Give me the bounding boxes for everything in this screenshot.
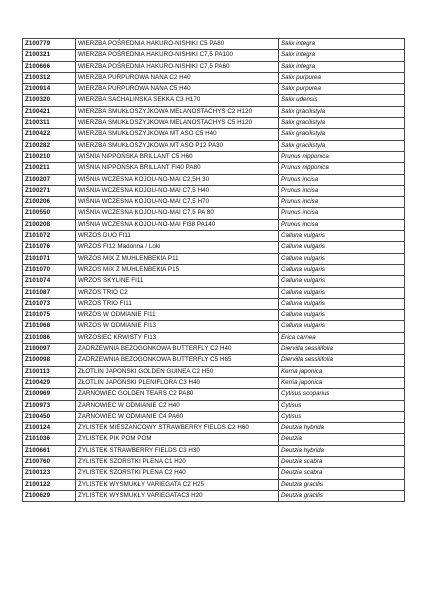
- product-name-cell: WIERZBA SMUKŁOSZYJKOWA MELANOSTACHYS C2 H120: [76, 106, 279, 117]
- table-row: [23, 366, 405, 377]
- table-row: [23, 39, 405, 50]
- table-row: [23, 151, 405, 162]
- table-row: [23, 298, 405, 309]
- table-row: [23, 174, 405, 185]
- table-row: [23, 456, 405, 467]
- product-name-cell: WIŚNIA WCZESNA KOJOU-NO-MAI C7,5 PA 80: [76, 208, 279, 219]
- product-code-cell: Z100312: [23, 72, 76, 83]
- product-code-cell: Z100207: [23, 174, 76, 185]
- latin-name-cell: Deutzia gracilis: [279, 479, 405, 490]
- product-name-cell: WRZOS TRIO FI11: [76, 298, 279, 309]
- table-row: [23, 118, 405, 129]
- latin-name-cell: Erica carnea: [279, 332, 405, 343]
- product-code-cell: Z100421: [23, 106, 76, 117]
- latin-name-cell: Salix gracilistyla: [279, 106, 405, 117]
- table-row: [23, 321, 405, 332]
- product-code-cell: Z101071: [23, 253, 76, 264]
- table-row: [23, 84, 405, 95]
- product-code-cell: Z100097: [23, 344, 76, 355]
- product-code-cell: Z101036: [23, 434, 76, 445]
- product-code-cell: Z101068: [23, 321, 76, 332]
- product-name-cell: ŻYLISTEK WYSMUKŁY VARIEGATA C2 H25: [76, 479, 279, 490]
- product-code-cell: Z101072: [23, 231, 76, 242]
- latin-name-cell: Prunus nipponica: [279, 151, 405, 162]
- product-name-cell: WRZOS MIX Z MUHLENBEKIA P11: [76, 253, 279, 264]
- table-row: [23, 287, 405, 298]
- table-row: [23, 490, 405, 501]
- product-name-cell: WIERZBA SACHALIŃSKA SEKKA C3 H170: [76, 95, 279, 106]
- product-name-cell: WRZOS MIX Z MUHLENBEKIA P15: [76, 264, 279, 275]
- latin-name-cell: Calluna vulgaris: [279, 298, 405, 309]
- product-code-cell: Z100629: [23, 490, 76, 501]
- product-code-cell: Z100973: [23, 400, 76, 411]
- latin-name-cell: Salix integra: [279, 50, 405, 61]
- table-row: [23, 163, 405, 174]
- product-code-cell: Z101075: [23, 310, 76, 321]
- table-row: [23, 61, 405, 72]
- latin-name-cell: Salix udensis: [279, 95, 405, 106]
- product-code-cell: Z100760: [23, 456, 76, 467]
- latin-name-cell: Deutzia scabra: [279, 468, 405, 479]
- product-code-cell: Z101073: [23, 298, 76, 309]
- product-name-cell: ŻYLISTEK STRAWBERRY FIELDS C3 H30: [76, 445, 279, 456]
- table-row: [23, 231, 405, 242]
- product-name-cell: WRZOS DUO FI11: [76, 231, 279, 242]
- latin-name-cell: Deutzia gracilis: [279, 490, 405, 501]
- table-row: [23, 197, 405, 208]
- product-name-cell: WIERZBA POŚREDNIA HAKURO-NISHIKI C7,5 PA100: [76, 50, 279, 61]
- latin-name-cell: Prunus incisa: [279, 208, 405, 219]
- product-name-cell: ŻARNOWIEC GOLDEN TEARS C2 PA80: [76, 389, 279, 400]
- table-row: [23, 129, 405, 140]
- table-row: [23, 50, 405, 61]
- product-name-cell: ŻARNOWIEC W ODMIANIE C2 H40: [76, 400, 279, 411]
- latin-name-cell: Deutzia: [279, 434, 405, 445]
- product-code-cell: Z100914: [23, 84, 76, 95]
- product-code-cell: Z100450: [23, 411, 76, 422]
- product-code-cell: Z100311: [23, 118, 76, 129]
- latin-name-cell: Prunus incisa: [279, 174, 405, 185]
- product-name-cell: ŻYLISTEK SZORSTKI PLENA C1 H20: [76, 456, 279, 467]
- table-row: [23, 411, 405, 422]
- table-row: [23, 106, 405, 117]
- product-name-cell: WRZOS W ODMIANIE FI13: [76, 321, 279, 332]
- table-row: [23, 276, 405, 287]
- product-name-cell: WRZOS W ODMIANIE FI11: [76, 310, 279, 321]
- product-code-cell: Z101070: [23, 264, 76, 275]
- product-name-cell: WIERZBA PURPUROWA NANA C2 H40: [76, 72, 279, 83]
- product-name-cell: WIŚNIA WCZESNA KOJOU-NO-MAI C2,5H 30: [76, 174, 279, 185]
- product-code-cell: Z100208: [23, 219, 76, 230]
- product-name-cell: WRZOS SKYLINE FI11: [76, 276, 279, 287]
- product-code-cell: Z100124: [23, 423, 76, 434]
- table-row: [23, 479, 405, 490]
- latin-name-cell: Salix integra: [279, 61, 405, 72]
- latin-name-cell: Calluna vulgaris: [279, 310, 405, 321]
- latin-name-cell: Calluna vulgaris: [279, 321, 405, 332]
- latin-name-cell: Salix gracilistyla: [279, 140, 405, 151]
- latin-name-cell: Deutzia hybrida: [279, 423, 405, 434]
- product-code-cell: Z100422: [23, 129, 76, 140]
- product-code-cell: Z100321: [23, 50, 76, 61]
- latin-name-cell: Salix integra: [279, 39, 405, 50]
- latin-name-cell: Calluna vulgaris: [279, 287, 405, 298]
- product-code-cell: Z100661: [23, 445, 76, 456]
- product-code-cell: Z101074: [23, 276, 76, 287]
- table-row: [23, 377, 405, 388]
- latin-name-cell: Cytisus: [279, 400, 405, 411]
- product-name-cell: WIŚNIA NIPPOŃSKA BRILLANT C5 H60: [76, 151, 279, 162]
- product-name-cell: ŻYLISTEK SZORSTKI PLENA C2 H40: [76, 468, 279, 479]
- product-name-cell: ZADRZEWNIA BEZOGONKOWA BUTTERFLY C5 H65: [76, 355, 279, 366]
- product-name-cell: WIERZBA SMUKŁOSZYJKOWA MT ASO C5 H40: [76, 129, 279, 140]
- product-code-cell: Z100122: [23, 479, 76, 490]
- table-row: [23, 400, 405, 411]
- table-row: [23, 208, 405, 219]
- product-code-cell: Z101086: [23, 332, 76, 343]
- latin-name-cell: Calluna vulgaris: [279, 242, 405, 253]
- product-name-cell: WIŚNIA NIPPOŃSKA BRILLANT FI40 PA80: [76, 163, 279, 174]
- latin-name-cell: Kerria japonica: [279, 366, 405, 377]
- table-row: [23, 72, 405, 83]
- product-name-cell: WIŚNIA WCZESNA KOJOU-NO-MAI C7,5 H70: [76, 197, 279, 208]
- product-name-cell: ŻYLISTEK PIK POM POM: [76, 434, 279, 445]
- table-row: [23, 185, 405, 196]
- product-code-cell: Z101076: [23, 242, 76, 253]
- product-name-cell: WIERZBA SMUKŁOSZYJKOWA MELANOSTACHYS C5 H120: [76, 118, 279, 129]
- product-code-cell: Z100206: [23, 197, 76, 208]
- product-name-cell: WIERZBA POŚREDNIA HAKURO-NISHIKI C7,5 PA60: [76, 61, 279, 72]
- product-name-cell: WIŚNIA WCZESNA KOJOU-NO-MAI FI38 PA140: [76, 219, 279, 230]
- product-code-cell: Z100123: [23, 468, 76, 479]
- table-row: [23, 344, 405, 355]
- latin-name-cell: Salix purpurea: [279, 72, 405, 83]
- latin-name-cell: Calluna vulgaris: [279, 276, 405, 287]
- product-code-cell: Z100113: [23, 366, 76, 377]
- latin-name-cell: Prunus incisa: [279, 197, 405, 208]
- table-row: [23, 389, 405, 400]
- product-code-cell: Z100779: [23, 39, 76, 50]
- product-code-cell: Z100211: [23, 163, 76, 174]
- product-name-cell: ŻYLISTEK WYSMUKŁY VARIEGATAC3 H20: [76, 490, 279, 501]
- product-name-cell: ZADRZEWNIA BEZOGONKOWA BUTTERFLY C2 H40: [76, 344, 279, 355]
- table-row: [23, 219, 405, 230]
- table-row: [23, 264, 405, 275]
- latin-name-cell: Cytisus scoparius: [279, 389, 405, 400]
- latin-name-cell: Deutzia hybrida: [279, 445, 405, 456]
- product-name-cell: ŻYLISTEK MIESZAŃCOWY STRAWBERRY FIELDS C2 H60: [76, 423, 279, 434]
- table-row: [23, 95, 405, 106]
- latin-name-cell: Prunus incisa: [279, 219, 405, 230]
- product-code-cell: Z100210: [23, 151, 76, 162]
- product-name-cell: WIERZBA SMUKŁOSZYJKOWA MT ASO P12 PA30: [76, 140, 279, 151]
- table-row: [23, 355, 405, 366]
- product-code-cell: Z100429: [23, 377, 76, 388]
- table-row: [23, 253, 405, 264]
- product-code-cell: Z100550: [23, 208, 76, 219]
- product-code-cell: Z100282: [23, 140, 76, 151]
- product-name-cell: WRZOS TRIO C2: [76, 287, 279, 298]
- product-name-cell: ŻARNOWIEC W ODMIANIE C4 PA60: [76, 411, 279, 422]
- table-row: [23, 332, 405, 343]
- latin-name-cell: Salix purpurea: [279, 84, 405, 95]
- product-name-cell: WIERZBA PURPUROWA NANA C5 H40: [76, 84, 279, 95]
- product-name-cell: ZŁOTLIN JAPOŃSKI PLENIFLORA C3 H40: [76, 377, 279, 388]
- table-row: [23, 310, 405, 321]
- latin-name-cell: Prunus nipponica: [279, 163, 405, 174]
- table-row: [23, 242, 405, 253]
- product-name-cell: ZŁOTLIN JAPOŃSKI GOLDEN GUINEA C2 H50: [76, 366, 279, 377]
- latin-name-cell: Calluna vulgaris: [279, 253, 405, 264]
- latin-name-cell: Salix gracilistyla: [279, 118, 405, 129]
- table-row: [23, 140, 405, 151]
- plant-list-table: [22, 38, 405, 502]
- latin-name-cell: Diervilla sessilifolia: [279, 344, 405, 355]
- product-name-cell: WIŚNIA WCZESNA KOJOU-NO-MAI C7,5 H40: [76, 185, 279, 196]
- latin-name-cell: Diervilla sessilifolia: [279, 355, 405, 366]
- table-row: [23, 468, 405, 479]
- latin-name-cell: Prunus incisa: [279, 185, 405, 196]
- table-row: [23, 445, 405, 456]
- latin-name-cell: Kerria japonica: [279, 377, 405, 388]
- product-code-cell: Z101087: [23, 287, 76, 298]
- product-code-cell: Z100271: [23, 185, 76, 196]
- latin-name-cell: Cytisus: [279, 411, 405, 422]
- product-name-cell: WRZOSIEC KRWISTY FI13: [76, 332, 279, 343]
- product-code-cell: Z100666: [23, 61, 76, 72]
- product-code-cell: Z100098: [23, 355, 76, 366]
- product-name-cell: WRZOS FI12 Madonna / Loki: [76, 242, 279, 253]
- latin-name-cell: Calluna vulgaris: [279, 231, 405, 242]
- table-body: [23, 39, 405, 502]
- product-code-cell: Z100320: [23, 95, 76, 106]
- latin-name-cell: Salix gracilistyla: [279, 129, 405, 140]
- latin-name-cell: Calluna vulgaris: [279, 264, 405, 275]
- product-name-cell: WIERZBA POŚREDNIA HAKURO-NISHIKI C5 PA80: [76, 39, 279, 50]
- product-code-cell: Z100969: [23, 389, 76, 400]
- table-row: [23, 423, 405, 434]
- latin-name-cell: Deutzia scabra: [279, 456, 405, 467]
- table-row: [23, 434, 405, 445]
